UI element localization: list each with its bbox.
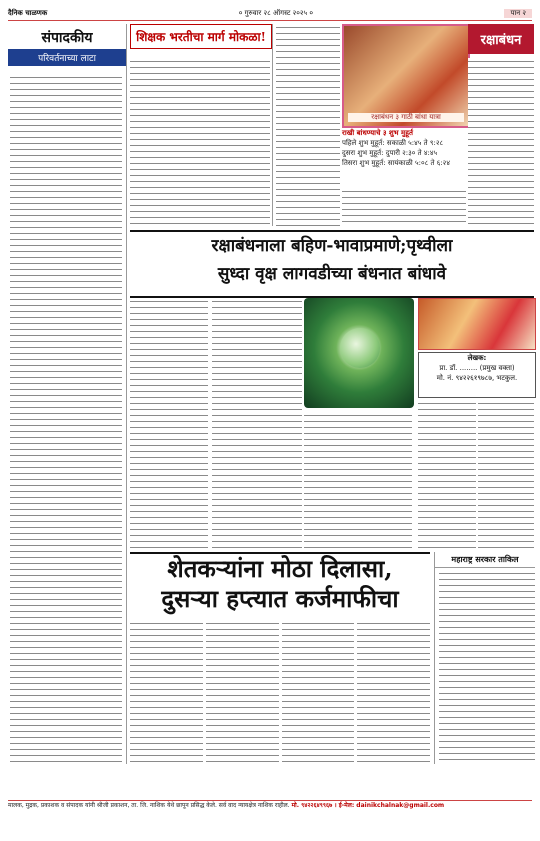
issue-date: ० गुरुवार २८ ऑगस्ट २०२५ ० bbox=[238, 8, 313, 17]
author-name: प्रा. डॉ. ........ (प्रमुख वक्ता) bbox=[439, 364, 515, 372]
masthead bbox=[8, 6, 532, 21]
tree-story-col3 bbox=[304, 412, 414, 548]
farmers-col bbox=[130, 620, 203, 764]
teacher-recruitment-story bbox=[130, 24, 273, 226]
muhurat-line: तिसरा शुभ मुहूर्त: सायंकाळी ५:०८ ते ६:२४ bbox=[342, 159, 450, 167]
farmers-headline-line2: दुसऱ्या हप्त्यात कर्जमाफीचा bbox=[161, 584, 399, 613]
govt-story-heading: महाराष्ट्र सरकार ताकिल bbox=[435, 552, 535, 568]
farmers-col bbox=[357, 620, 430, 764]
rakshabandhan-body bbox=[468, 58, 534, 226]
govt-story-body bbox=[439, 570, 535, 764]
govt-story bbox=[434, 552, 535, 764]
farmers-col bbox=[282, 620, 355, 764]
tree-story-col4 bbox=[418, 400, 478, 548]
rakshabandhan-header: रक्षाबंधन bbox=[468, 24, 534, 54]
main-headline bbox=[130, 230, 534, 298]
farmers-headline bbox=[130, 552, 430, 618]
newspaper-name: दैनिक चाळणक bbox=[8, 8, 48, 17]
main-headline-line1: रक्षाबंधनाला बहिण-भावाप्रमाणे;पृथ्वीला bbox=[211, 236, 453, 256]
farmers-story-body bbox=[130, 620, 430, 764]
author-box bbox=[418, 352, 536, 398]
footer-contact: मो. ९४२२६४९९६७ । ई-मेल: dainikchalnak@gmail.com bbox=[291, 802, 445, 809]
farmers-headline-line1: शेतकऱ्यांना मोठा दिलासा, bbox=[167, 554, 393, 583]
rakhi-story-body bbox=[342, 188, 466, 226]
teacher-story-body bbox=[130, 58, 270, 224]
rakhi-tree-photo bbox=[418, 298, 536, 350]
muhurat-line: दुसरा शुभ मुहूर्त: दुपारी २:३० ते ४:४५ bbox=[342, 149, 438, 157]
main-headline-line2: सुध्दा वृक्ष लागवडीच्या बंधनात बांधावे bbox=[217, 264, 447, 284]
editorial-body bbox=[10, 74, 122, 764]
muhurat-box bbox=[342, 128, 466, 184]
author-label: लेखक: bbox=[467, 354, 487, 362]
rakhi-photo-caption: रक्षाबंधन ३ गाठी बांधा यात्रा bbox=[348, 113, 464, 122]
footer-text: मालक, मुद्रक, प्रकाशक व संपादक यांनी श्रीजी प्रकाशन, ता. जि. नाशिक येथे छापून प्रसिद्ध केले. सर्व वाद न्यायक्षेत्र नाशिक राहील. bbox=[8, 802, 290, 809]
muhurat-line: राखी बांधण्याचे ३ शुभ मुहूर्त bbox=[342, 129, 413, 137]
earth-in-hands-photo bbox=[304, 298, 414, 408]
farmers-col bbox=[206, 620, 279, 764]
tree-story-col1 bbox=[130, 298, 210, 548]
teacher-story-headline: शिक्षक भरतीचा मार्ग मोकळा! bbox=[130, 24, 272, 49]
teacher-story-continued bbox=[276, 24, 342, 226]
muhurat-line: पहिले शुभ मुहूर्त: सकाळी ५:४५ ते ९:२८ bbox=[342, 139, 444, 147]
editorial-subtitle: परिवर्तनाच्या लाटा bbox=[8, 49, 126, 66]
page-number: पान २ bbox=[504, 9, 532, 18]
rakhi-photo bbox=[342, 24, 470, 128]
tree-story-col2 bbox=[212, 298, 304, 548]
tree-story-col5 bbox=[478, 400, 534, 548]
editorial-column bbox=[8, 24, 127, 764]
footer-imprint bbox=[8, 800, 532, 837]
author-phone: मो. नं. ९४२२६१९७८७, भटकुल. bbox=[436, 374, 518, 382]
editorial-title: संपादकीय bbox=[41, 30, 93, 46]
